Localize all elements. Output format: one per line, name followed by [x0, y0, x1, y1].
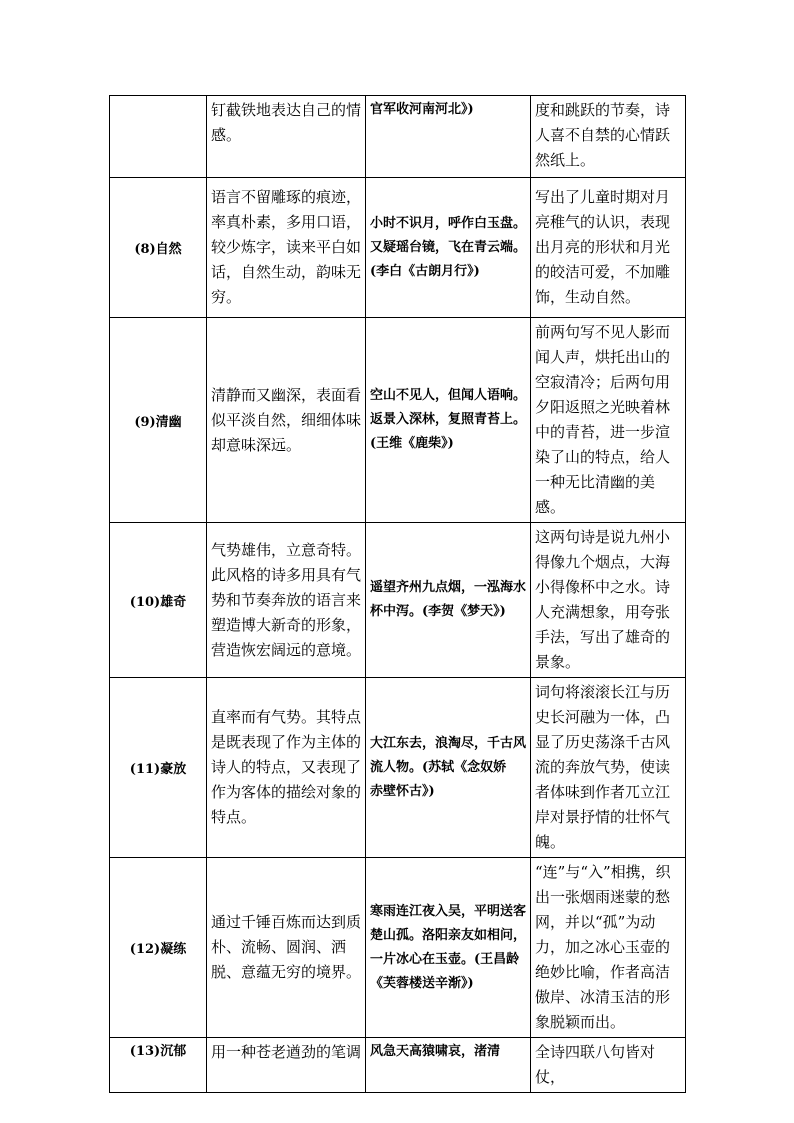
example-cell: 官军收河南河北》): [366, 96, 531, 178]
analysis-cell: 前两句写不见人影而闻人声，烘托出山的空寂清冷；后两句用夕阳返照之光映着林中的青苔，进一步渲染了山的特点，给人一种无比清幽的美感。: [531, 318, 686, 523]
feature-cell: 清静而又幽深，表面看似平淡自然，细细体味却意味深远。: [207, 318, 366, 523]
table-row: [110, 318, 686, 523]
feature-cell: 气势雄伟，立意奇特。此风格的诗多用具有气势和节奏奔放的语言来塑造博大新奇的形象，营造恢宏阔远的意境。: [207, 523, 366, 678]
style-name-cell: (8)自然: [110, 178, 207, 318]
analysis-cell: “连”与“入”相携，织出一张烟雨迷蒙的愁网，并以“孤”为动力，加之冰心玉壶的绝妙比喻，作者高洁傲岸、冰清玉洁的形象脱颖而出。: [531, 858, 686, 1038]
style-name-cell: (9)清幽: [110, 318, 207, 523]
example-cell: 风急天高猿啸哀，渚清: [366, 1038, 531, 1093]
style-name-cell: (11)豪放: [110, 678, 207, 858]
analysis-cell: 写出了儿童时期对月亮稚气的认识，表现出月亮的形状和月光的皎洁可爱，不加雕饰，生动自然。: [531, 178, 686, 318]
feature-cell: 通过千锤百炼而达到质朴、流畅、圆润、洒脱、意蕴无穷的境界。: [207, 858, 366, 1038]
feature-cell: 语言不留雕琢的痕迹，率真朴素，多用口语，较少炼字，读来平白如话，自然生动，韵味无穷。: [207, 178, 366, 318]
analysis-cell: 度和跳跃的节奏，诗人喜不自禁的心情跃然纸上。: [531, 96, 686, 178]
feature-cell: 直率而有气势。其特点是既表现了作为主体的诗人的特点，又表现了作为客体的描绘对象的特点。: [207, 678, 366, 858]
example-cell: 遥望齐州九点烟，一泓海水杯中泻。(李贺《梦天》): [366, 523, 531, 678]
analysis-cell: 词句将滚滚长江与历史长河融为一体，凸显了历史荡涤千古风流的奔放气势，使读者体味到作者兀立江岸对景抒情的壮怀气魄。: [531, 678, 686, 858]
style-name-cell: [110, 96, 207, 178]
table-row: [110, 523, 686, 678]
table-row: [110, 96, 686, 178]
table-row: [110, 858, 686, 1038]
style-name-cell: (12)凝练: [110, 858, 207, 1038]
example-cell: 寒雨连江夜入吴，平明送客楚山孤。洛阳亲友如相问，一片冰心在玉壶。(王昌龄《芙蓉楼送辛渐》): [366, 858, 531, 1038]
feature-cell: 用一种苍老遒劲的笔调: [207, 1038, 366, 1093]
example-cell: 空山不见人，但闻人语响。返景入深林，复照青苔上。(王维《鹿柴》): [366, 318, 531, 523]
style-name-cell: (13)沉郁: [110, 1038, 207, 1093]
poetry-style-table: [109, 95, 686, 1093]
analysis-cell: 全诗四联八句皆对仗，: [531, 1038, 686, 1093]
table-row: [110, 678, 686, 858]
example-cell: 大江东去，浪淘尽，千古风流人物。(苏轼《念奴娇 赤壁怀古》): [366, 678, 531, 858]
table-row: [110, 178, 686, 318]
analysis-cell: 这两句诗是说九州小得像九个烟点，大海小得像杯中之水。诗人充满想象，用夸张手法，写出了雄奇的景象。: [531, 523, 686, 678]
style-name-cell: (10)雄奇: [110, 523, 207, 678]
table-row: [110, 1038, 686, 1093]
feature-cell: 钉截铁地表达自己的情感。: [207, 96, 366, 178]
example-cell: 小时不识月，呼作白玉盘。又疑瑶台镜，飞在青云端。(李白《古朗月行》): [366, 178, 531, 318]
